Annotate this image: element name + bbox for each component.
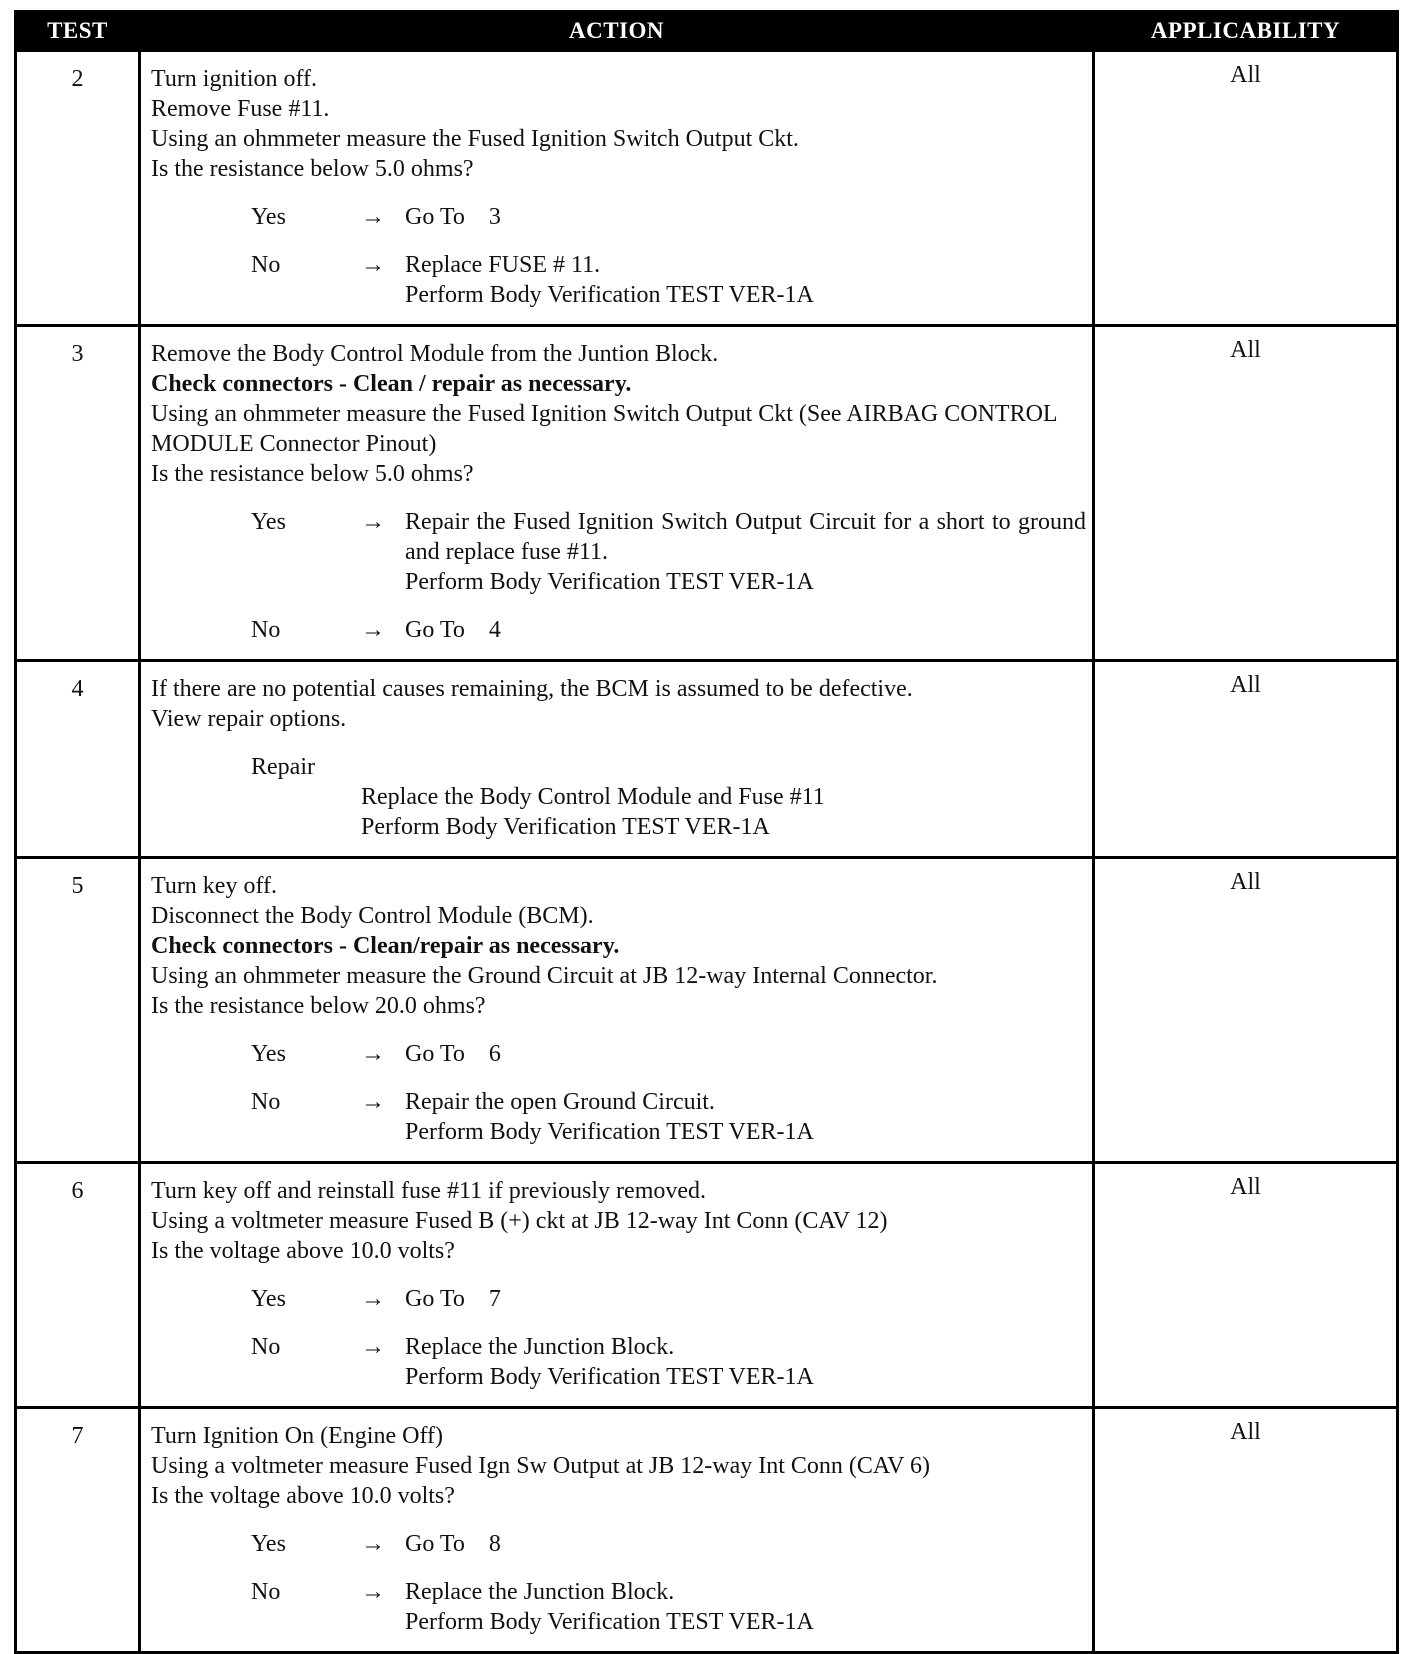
arrow-icon: →: [361, 509, 385, 535]
action-cell: [140, 326, 1094, 661]
no-label: No: [251, 1089, 281, 1115]
yes-branch: [251, 507, 1086, 597]
no-label: No: [251, 1579, 281, 1605]
action-line: Using an ohmmeter measure the Fused Ignition Switch Output Ckt.: [151, 126, 799, 152]
table-row: [16, 661, 1398, 858]
arrow-icon: →: [361, 1334, 385, 1360]
no-label: No: [251, 252, 281, 278]
test-number: 6: [16, 1163, 140, 1408]
test-number: 7: [16, 1408, 140, 1653]
table-row: [16, 858, 1398, 1163]
action-cell: [140, 1163, 1094, 1408]
action-line: Turn key off and reinstall fuse #11 if previously removed.: [151, 1178, 707, 1204]
repair-line: Perform Body Verification TEST VER-1A: [361, 814, 770, 840]
yes-result: Go To 3: [405, 204, 501, 230]
action-line: Remove Fuse #11.: [151, 96, 330, 122]
action-line: Disconnect the Body Control Module (BCM).: [151, 903, 594, 929]
header-applicability: APPLICABILITY: [1094, 12, 1398, 51]
no-result: Replace FUSE # 11.: [405, 252, 601, 278]
action-line-bold: Check connectors - Clean / repair as necessary.: [151, 371, 632, 397]
action-line: Remove the Body Control Module from the Juntion Block.: [151, 341, 719, 367]
yes-label: Yes: [251, 1041, 286, 1067]
yes-label: Yes: [251, 204, 286, 230]
action-line: Using an ohmmeter measure the Ground Circuit at JB 12-way Internal Connector.: [151, 963, 938, 989]
applicability-cell: All: [1094, 858, 1398, 1163]
no-branch: [251, 250, 1086, 310]
yes-result: Perform Body Verification TEST VER-1A: [405, 569, 814, 595]
yes-label: Yes: [251, 1286, 286, 1312]
arrow-icon: →: [361, 252, 385, 278]
yes-branch: [251, 202, 1086, 232]
action-cell: [140, 1408, 1094, 1653]
header-action: ACTION: [140, 12, 1094, 51]
yes-result: Go To 7: [405, 1286, 501, 1312]
action-line: Is the resistance below 5.0 ohms?: [151, 156, 474, 182]
arrow-icon: →: [361, 617, 385, 643]
action-line: Turn Ignition On (Engine Off): [151, 1423, 443, 1449]
applicability-cell: All: [1094, 1408, 1398, 1653]
no-result: Go To 4: [405, 617, 501, 643]
table-row: [16, 1163, 1398, 1408]
test-number: 2: [16, 51, 140, 326]
no-result: Perform Body Verification TEST VER-1A: [405, 1609, 814, 1635]
yes-branch: [251, 1529, 1086, 1559]
no-result: Perform Body Verification TEST VER-1A: [405, 1364, 814, 1390]
action-line: Is the voltage above 10.0 volts?: [151, 1483, 455, 1509]
yes-result: Go To 8: [405, 1531, 501, 1557]
diagnostic-test-table: [14, 10, 1399, 1654]
action-cell: [140, 661, 1094, 858]
action-line: View repair options.: [151, 706, 347, 732]
action-line: Using a voltmeter measure Fused B (+) ckt at JB 12-way Int Conn (CAV 12): [151, 1208, 888, 1234]
repair-line: Replace the Body Control Module and Fuse #11: [361, 784, 825, 810]
no-branch: [251, 1577, 1086, 1637]
arrow-icon: →: [361, 1286, 385, 1312]
action-line: Is the resistance below 5.0 ohms?: [151, 461, 474, 487]
header-test: TEST: [16, 12, 140, 51]
applicability-cell: All: [1094, 51, 1398, 326]
table-header-row: [16, 12, 1398, 51]
test-number: 3: [16, 326, 140, 661]
yes-result: Go To 6: [405, 1041, 501, 1067]
action-line: Is the resistance below 20.0 ohms?: [151, 993, 486, 1019]
yes-branch: [251, 1284, 1086, 1314]
applicability-cell: All: [1094, 326, 1398, 661]
yes-label: Yes: [251, 509, 286, 535]
yes-label: Yes: [251, 1531, 286, 1557]
arrow-icon: →: [361, 1041, 385, 1067]
no-label: No: [251, 1334, 281, 1360]
table-row: [16, 326, 1398, 661]
table-row: [16, 1408, 1398, 1653]
test-number: 4: [16, 661, 140, 858]
action-cell: [140, 858, 1094, 1163]
no-result: Repair the open Ground Circuit.: [405, 1089, 715, 1115]
action-line: Using an ohmmeter measure the Fused Ignition Switch Output Ckt (See AIRBAG CONTROL MODULE Connector Pinout): [151, 401, 1057, 457]
arrow-icon: →: [361, 1089, 385, 1115]
action-line: Turn ignition off.: [151, 66, 318, 92]
arrow-icon: →: [361, 1579, 385, 1605]
no-label: No: [251, 617, 281, 643]
no-branch: [251, 1332, 1086, 1392]
table-row: [16, 51, 1398, 326]
yes-result: Repair the Fused Ignition Switch Output Circuit for a short to ground and replace fuse #11.: [405, 509, 1086, 565]
yes-branch: [251, 1039, 1086, 1069]
action-line-bold: Check connectors - Clean/repair as necessary.: [151, 933, 620, 959]
no-result: Replace the Junction Block.: [405, 1334, 675, 1360]
applicability-cell: All: [1094, 1163, 1398, 1408]
action-line: Turn key off.: [151, 873, 278, 899]
action-line: If there are no potential causes remaining, the BCM is assumed to be defective.: [151, 676, 913, 702]
applicability-cell: All: [1094, 661, 1398, 858]
arrow-icon: →: [361, 1531, 385, 1557]
arrow-icon: →: [361, 204, 385, 230]
no-result: Perform Body Verification TEST VER-1A: [405, 282, 814, 308]
action-line: Is the voltage above 10.0 volts?: [151, 1238, 455, 1264]
no-result: Replace the Junction Block.: [405, 1579, 675, 1605]
repair-label: Repair: [251, 754, 315, 780]
action-cell: [140, 51, 1094, 326]
test-number: 5: [16, 858, 140, 1163]
no-branch: [251, 1087, 1086, 1147]
diagnostic-procedure-page: [14, 10, 1396, 1644]
no-result: Perform Body Verification TEST VER-1A: [405, 1119, 814, 1145]
action-line: Using a voltmeter measure Fused Ign Sw Output at JB 12-way Int Conn (CAV 6): [151, 1453, 931, 1479]
no-branch: [251, 615, 1086, 645]
